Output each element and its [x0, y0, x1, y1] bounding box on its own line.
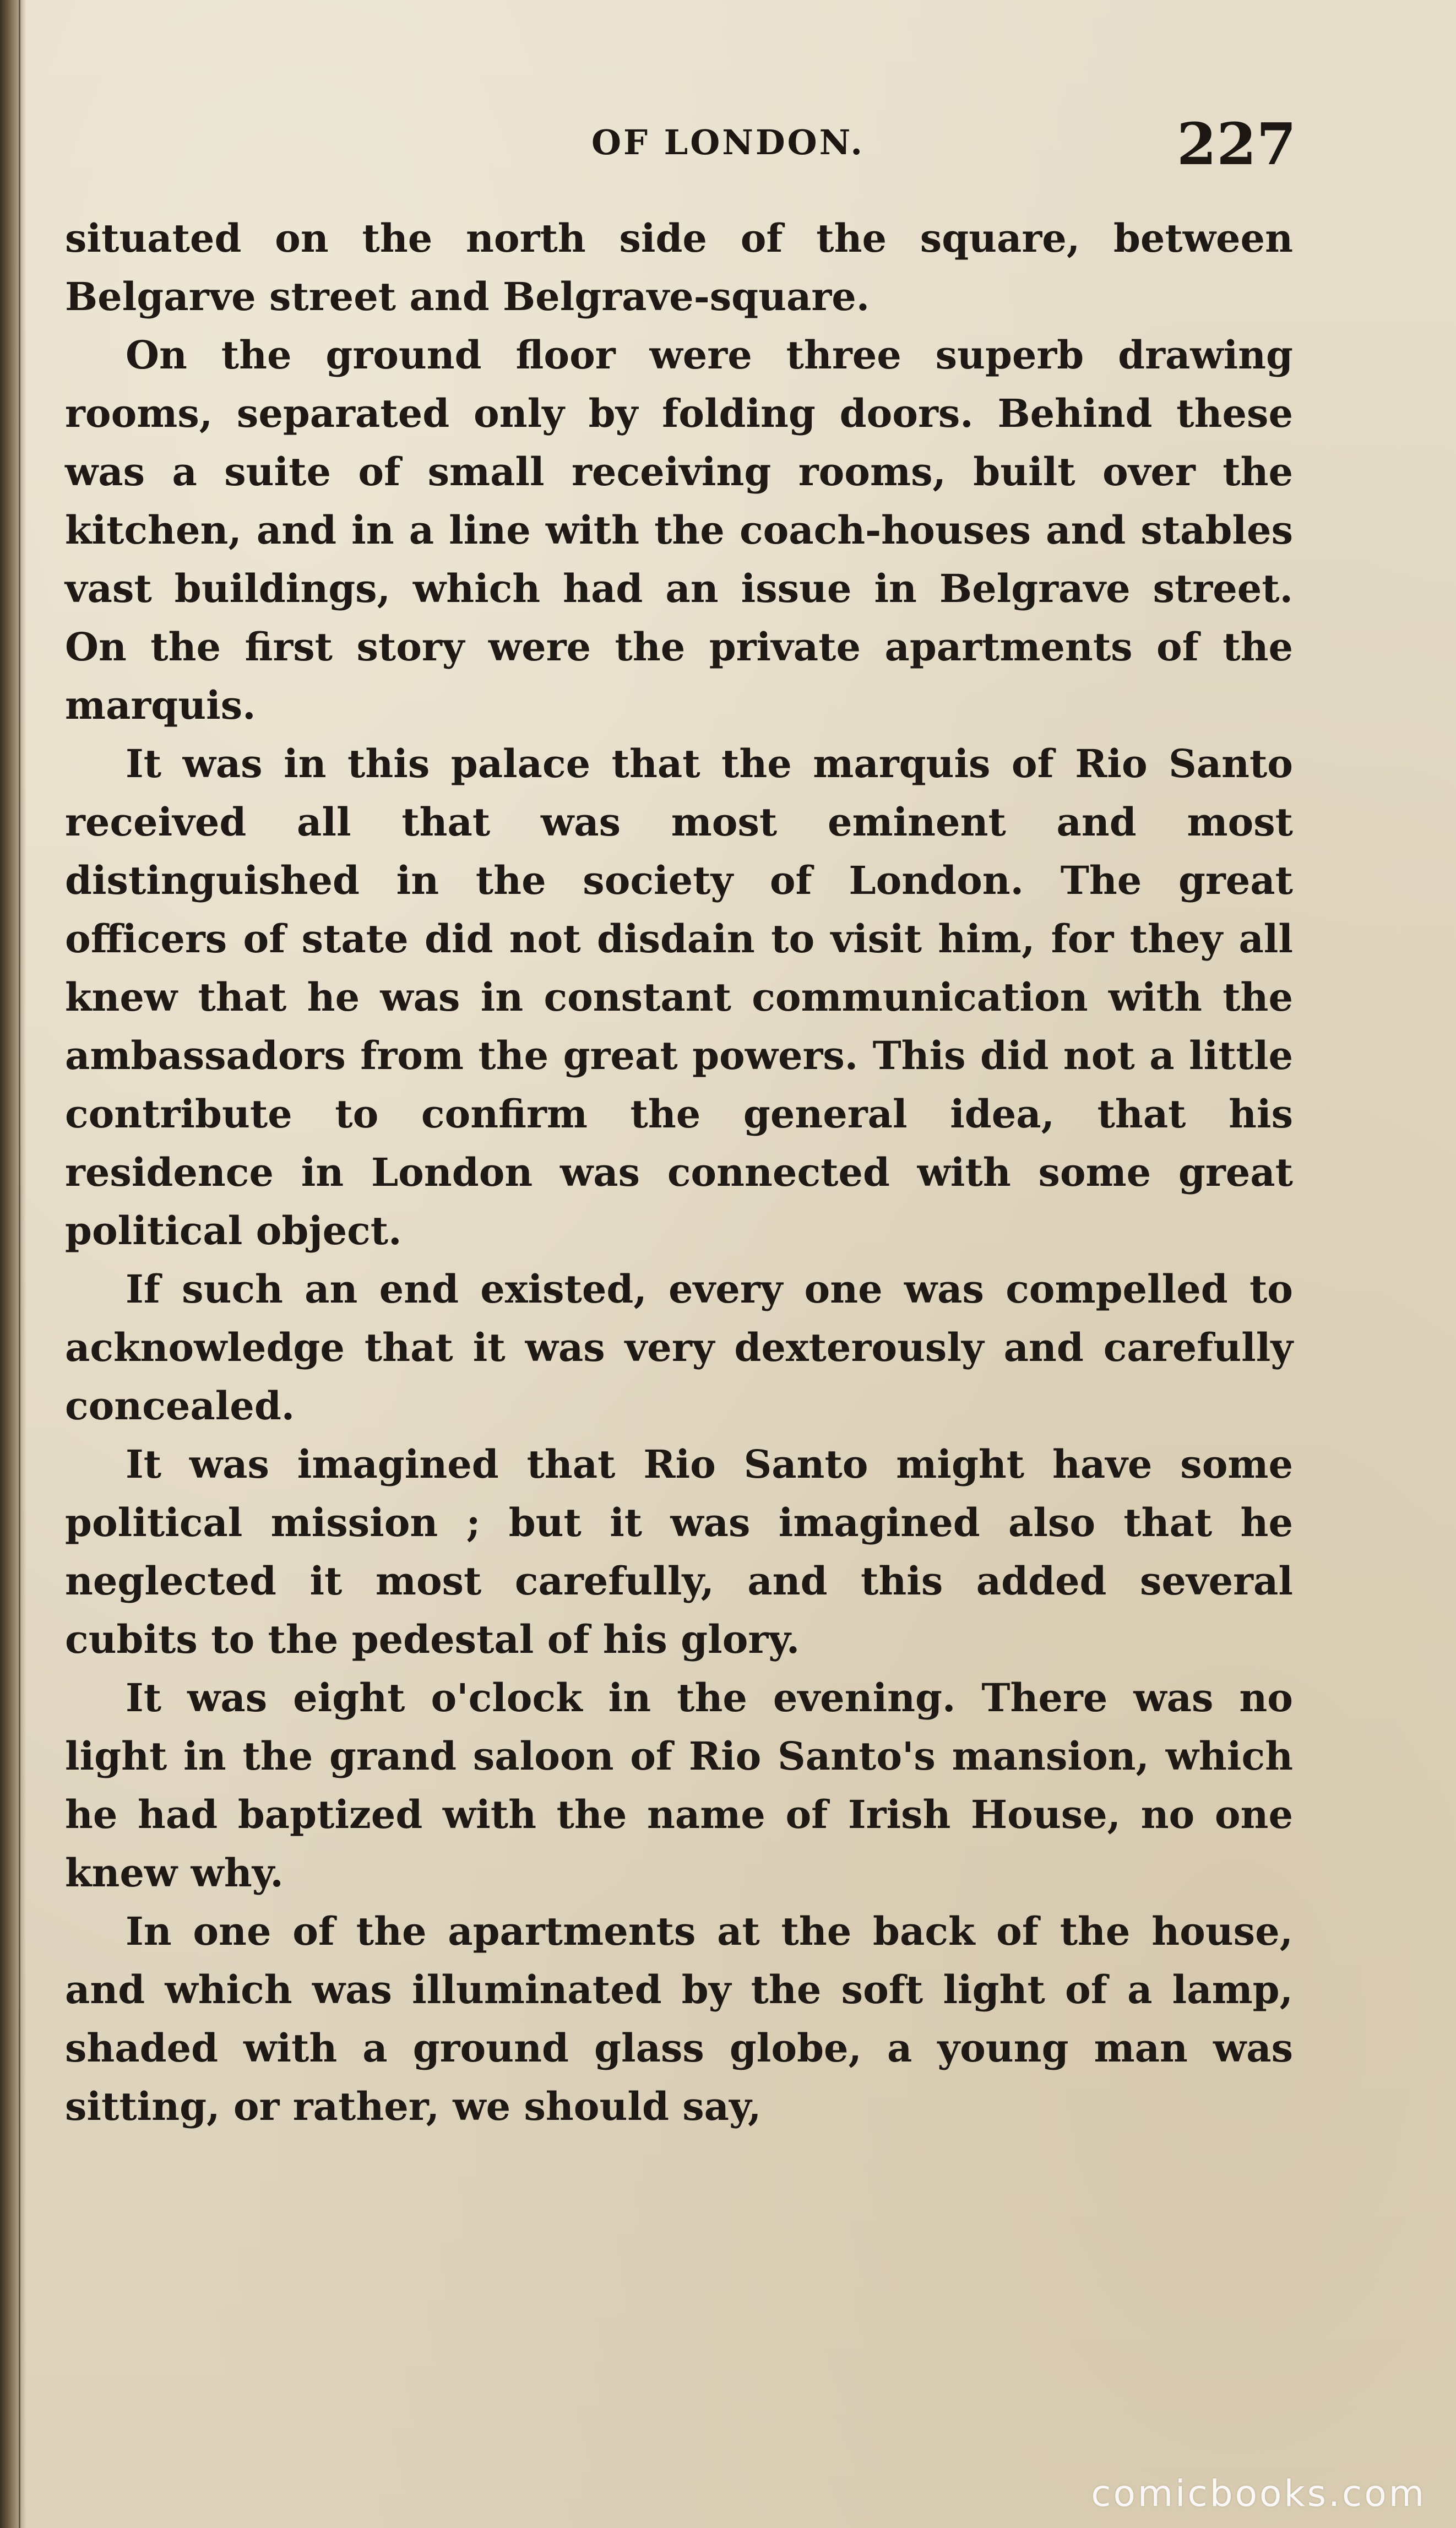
- running-head: OF LONDON.: [591, 122, 865, 162]
- paragraph-3: It was in this palace that the marquis of Rio Santo received all that was most eminent and most distinguished in the society of London. The great officers of state did not disdain to visit him, for they all knew that he was in constant communication with the ambassadors from the great powers. This did not a little contribute to confirm the general idea, that his residence in London was connected with some great political object.: [65, 741, 1293, 1254]
- paragraph-6: It was eight o'clock in the evening. There was no light in the grand saloon of Rio Santo's mansion, which he had baptized with the name of Irish House, no one knew why.: [65, 1675, 1293, 1896]
- site-watermark: comicbooks.com: [1091, 2472, 1426, 2515]
- paragraph-5: It was imagined that Rio Santo might have some political mission ; but it was imagined also that he neglected it most carefully, and this added several cubits to the pedestal of his glory.: [65, 1441, 1293, 1662]
- book-spine-shadow: [0, 0, 26, 2528]
- body-text: [65, 209, 1293, 2136]
- paragraph-2: On the ground floor were three superb drawing rooms, separated only by folding doors. Behind these was a suite of small receiving rooms, built over the kitchen, and in a line with the coach-houses and stables vast buildings, which had an issue in Belgrave street. On the first story were the private apartments of the marquis.: [65, 332, 1293, 728]
- paragraph-7: In one of the apartments at the back of the house, and which was illuminated by the soft light of a lamp, shaded with a ground glass globe, a young man was sitting, or rather, we should say,: [65, 1908, 1293, 2129]
- page-header: [0, 110, 1456, 178]
- binding-edge: [19, 0, 20, 2528]
- page-number: 227: [1176, 110, 1296, 178]
- paragraph-4: If such an end existed, every one was compelled to acknowledge that it was very dexterously and carefully concealed.: [65, 1266, 1293, 1429]
- paragraph-1: situated on the north side of the square, between Belgarve street and Belgrave-square.: [65, 215, 1293, 319]
